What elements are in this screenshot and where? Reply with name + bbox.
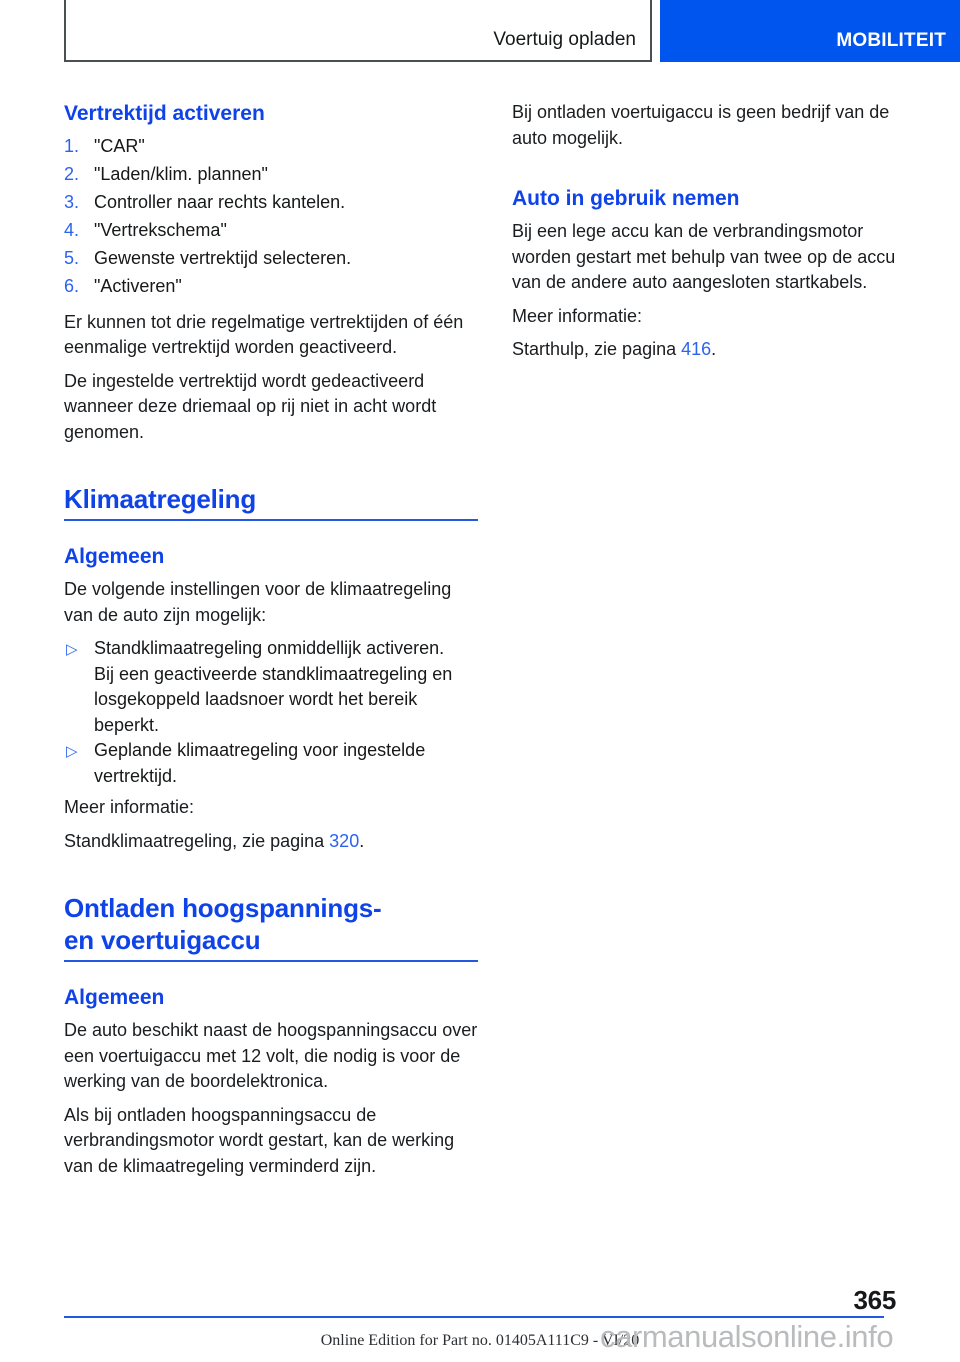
step-text: "Vertrekschema" (94, 220, 227, 240)
bullet-text: Geplande klimaatregeling voor ingestelde vertrektijd. (94, 740, 426, 786)
header-chapter-label: Voertuig opladen (493, 29, 636, 50)
list-item (64, 246, 478, 272)
step-text: "CAR" (94, 136, 145, 156)
triangle-bullet-icon: ▷ (66, 743, 78, 760)
header-section-label: MOBILITEIT (836, 30, 946, 51)
list-item (64, 134, 478, 160)
paragraph: De ingestelde vertrektijd wordt gedeactiveerd wanneer deze driemaal op rij niet in acht wordt genomen. (64, 370, 437, 442)
step-number: 2. (64, 164, 80, 184)
cross-reference (64, 829, 478, 855)
header-chapter-box (64, 0, 652, 62)
more-info-label: Meer informatie: (512, 305, 643, 326)
procedure-steps-list (64, 134, 478, 300)
list-item (64, 738, 478, 789)
heading-auto-in-gebruik-nemen: Auto in gebruik nemen (512, 187, 740, 210)
bullet-text: Standklimaatregeling onmiddellijk activeren. (94, 638, 445, 658)
left-column (64, 100, 478, 1179)
heading-line-2: en voertuigaccu (64, 925, 261, 955)
list-item (64, 162, 478, 188)
section-auto-in-gebruik-nemen (512, 185, 926, 363)
page-number: 365 (853, 1285, 896, 1315)
section-spacer (64, 445, 478, 483)
paragraph: De volgende instellingen voor de klimaatregeling van de auto zijn mogelijk: (64, 579, 452, 625)
footer-edition-note: Online Edition for Part no. 01405A111C9 - VI/20 (320, 1332, 640, 1349)
footer-divider (64, 1316, 884, 1318)
paragraph: De auto beschikt naast de hoogspanningsaccu over een voertuigaccu met 12 volt, die nodig is voor de werking van de boordelektronica. (64, 1020, 478, 1091)
step-text: Controller naar rechts kantelen. (94, 192, 346, 212)
paragraph: Als bij ontladen hoogspanningsaccu de verbrandingsmotor wordt gestart, kan de werking van de klimaatregeling verminderd zijn. (64, 1104, 455, 1176)
step-number: 5. (64, 248, 80, 268)
section-klimaatregeling (64, 483, 478, 854)
subheading-algemeen: Algemeen (64, 986, 165, 1009)
cross-reference-suffix: . (359, 830, 365, 851)
heading-vertrektijd-activeren: Vertrektijd activeren (64, 102, 265, 125)
watermark-text: carmanualsonline.info (600, 1319, 894, 1354)
step-number: 4. (64, 220, 80, 240)
section-ontladen-accu (64, 892, 478, 1179)
list-item (64, 274, 478, 300)
cross-reference-page[interactable]: 320 (329, 830, 360, 851)
cross-reference-page[interactable]: 416 (681, 339, 712, 359)
section-vertrektijd-activeren (64, 100, 478, 445)
paragraph: Bij ontladen voertuigaccu is geen bedrijf van de auto mogelijk. (512, 102, 890, 148)
step-number: 6. (64, 276, 80, 296)
more-info-label: Meer informatie: (64, 797, 195, 817)
list-item (64, 218, 478, 244)
heading-underline (64, 519, 478, 521)
list-item (64, 636, 478, 738)
step-text: "Laden/klim. plannen" (94, 164, 268, 184)
page-footer (0, 1272, 960, 1362)
step-text: "Activeren" (94, 276, 182, 296)
paragraph: Bij een lege accu kan de verbrandingsmotor worden gestart met behulp van twee op de accu van de andere auto aangesloten startkabels. (512, 221, 896, 292)
step-number: 3. (64, 192, 80, 212)
subheading-algemeen: Algemeen (64, 545, 165, 568)
step-number: 1. (64, 136, 80, 156)
heading-ontladen-accu (64, 892, 478, 956)
list-item (64, 190, 478, 216)
section-spacer (512, 159, 926, 185)
heading-klimaatregeling: Klimaatregeling (64, 484, 257, 514)
cross-reference-prefix: Starthulp, zie pagina (512, 339, 682, 359)
heading-line-1: Ontladen hoogspannings- (64, 893, 382, 923)
step-text: Gewenste vertrektijd selecteren. (94, 248, 352, 268)
heading-underline (64, 960, 478, 962)
settings-bullet-list (64, 636, 478, 789)
cross-reference-prefix: Standklimaatregeling, zie pagina (64, 830, 330, 851)
right-column (512, 100, 926, 363)
cross-reference-suffix: . (711, 339, 717, 359)
paragraph: Er kunnen tot drie regelmatige vertrektijden of één eenmalige vertrektijd worden geactiveerd. (64, 311, 464, 357)
section-spacer (64, 854, 478, 892)
bullet-subtext: Bij een geactiveerde standklimaatregeling en losgekoppeld laadsnoer wordt het bereik beperkt. (94, 663, 453, 735)
page-header (0, 0, 960, 66)
header-section-banner (660, 0, 960, 62)
triangle-bullet-icon: ▷ (66, 641, 78, 658)
cross-reference (512, 337, 926, 363)
